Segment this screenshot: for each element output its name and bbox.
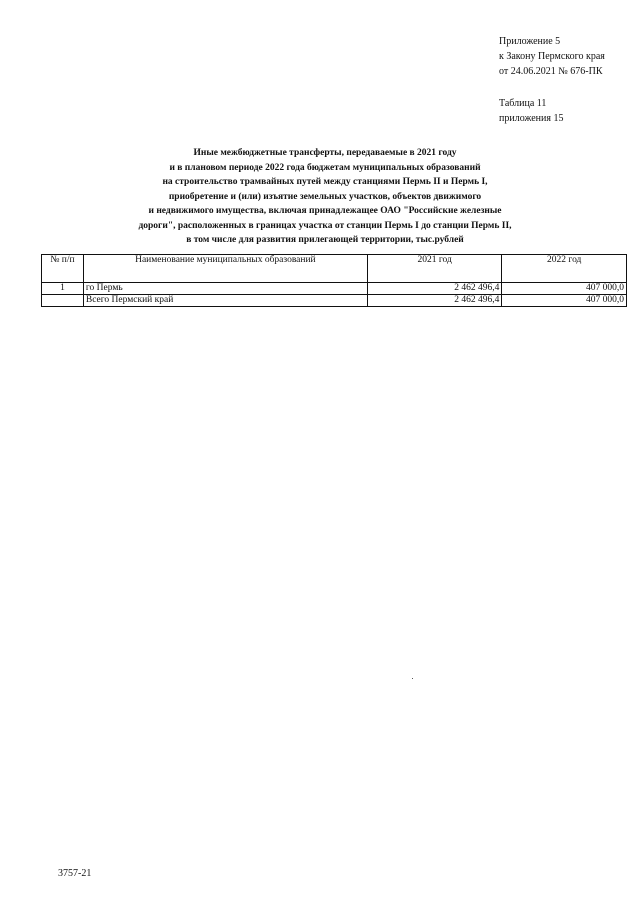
table-reference xyxy=(499,96,563,126)
total-2021: 2 462 496,4 xyxy=(367,295,502,307)
header-2022: 2022 год xyxy=(502,255,627,283)
table-number: Таблица 11 xyxy=(499,98,547,109)
appendix-number: Приложение 5 xyxy=(499,36,561,47)
total-2022: 407 000,0 xyxy=(502,295,627,307)
title-line: и в плановом периоде 2022 года бюджетам муниципальных образований xyxy=(169,162,481,173)
appendix-date: от 24.06.2021 № 676-ПК xyxy=(499,66,603,77)
total-name: Всего Пермский край xyxy=(83,295,367,307)
header-name: Наименование муниципальных образований xyxy=(83,255,367,283)
row-2022: 407 000,0 xyxy=(502,283,627,295)
table-appendix: приложения 15 xyxy=(499,113,564,124)
transfers-table xyxy=(41,254,627,307)
header-num: № п/п xyxy=(42,255,84,283)
title-line: приобретение и (или) изъятие земельных участков, объектов движимого xyxy=(168,191,482,202)
title-line: дороги", расположенных в границах участка от станции Пермь I до станции Пермь II, xyxy=(138,220,512,231)
title-line: на строительство трамвайных путей между станциями Пермь II и Пермь I, xyxy=(162,177,488,187)
title-line: и недвижимого имущества, включая принадлежащее ОАО "Российские железные xyxy=(148,206,502,216)
row-name: го Пермь xyxy=(83,283,367,295)
table-total-row xyxy=(42,295,627,307)
document-number: 3757-21 xyxy=(58,868,92,879)
scan-speck xyxy=(412,678,413,679)
appendix-law: к Закону Пермского края xyxy=(499,51,605,62)
row-num: 1 xyxy=(42,283,84,295)
header-2021: 2021 год xyxy=(367,255,502,283)
document-title xyxy=(120,146,530,248)
appendix-header xyxy=(499,34,605,79)
row-2021: 2 462 496,4 xyxy=(367,283,502,295)
total-num xyxy=(42,295,84,307)
title-line: Иные межбюджетные трансферты, передаваемые в 2021 году xyxy=(193,148,457,158)
title-line: в том числе для развития прилегающей территории, тыс.рублей xyxy=(186,235,464,245)
table-row xyxy=(42,283,627,295)
table-header-row xyxy=(42,255,627,283)
